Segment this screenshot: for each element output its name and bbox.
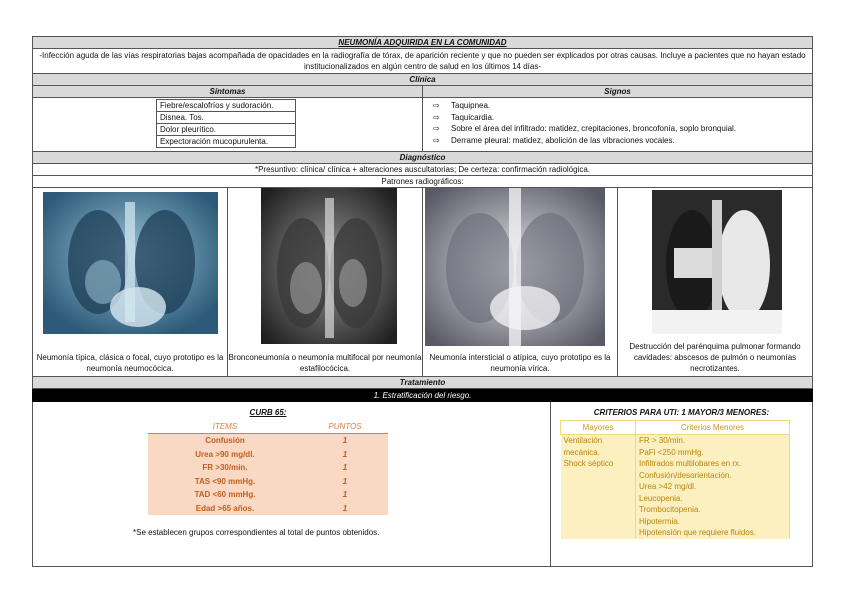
list-item: Leucopenia. [639,493,683,503]
list-item: Infiltrados multilobares en rx. [639,459,742,468]
list-item: Ventilación mecánica. [563,436,603,457]
arrow-right-icon: ⇨ [433,135,440,145]
signo-item: ⇨ Derrame pleural: matidez, abolición de las vibraciones vocales. [433,135,675,145]
xray-image-cavitary [652,190,782,334]
sintomas-column [33,86,422,151]
criterios-col-menores: Criterios Menores [636,421,790,435]
arrow-right-icon: ⇨ [433,124,440,133]
xray-panel [422,188,617,376]
curb-col-puntos: PUNTOS [302,420,388,434]
list-item: Shock séptico [563,459,614,468]
signo-item: ⇨ Taquicardia. [433,112,495,122]
table-row: Confusión 1 [148,434,388,448]
curb-table [148,420,388,515]
curb-note: *Se establecen grupos correspondientes al total de puntos obtenidos. [133,528,380,537]
tratamiento-section [32,402,813,567]
sintoma-item: Dolor pleurítico. [157,124,296,136]
definition-text: -Infección aguda de las vías respiratorias bajas acompañada de opacidades en la radiografía de tórax, de aparición reciente y que no pueden ser explicados por otras causas. Incluye a pacientes que no hayan estado institucionalizados en algún centro de salud en los últimos 14 días- [32,49,813,74]
table-row: FR >30/min. 1 [148,461,388,475]
criterios-col-mayores: Mayores [561,421,636,435]
xray-caption: Neumonía intersticial o atípica, cuyo prototipo es la neumonía vírica. [429,353,611,373]
document-sheet [32,36,813,567]
diagnostico-header: Diagnóstico [32,152,813,164]
list-item: FR > 30/min. [639,436,686,445]
xray-caption: Bronconeumonía o neumonía multifocal por neumonía estafilocócica. [228,353,422,373]
list-item: Hipotermia. [639,516,680,526]
sintomas-table [156,99,296,148]
xray-panel [33,188,227,376]
xray-image-interstitial [425,188,605,346]
tratamiento-header: Tratamiento [32,377,813,389]
signos-column [422,86,812,151]
document-title: NEUMONÍA ADQUIRIDA EN LA COMUNIDAD [32,36,813,49]
xray-panel [617,188,812,376]
table-row: Urea >90 mg/dl. 1 [148,448,388,462]
list-item: Hipotensión que requiere fluidos. [639,528,756,537]
diagnostico-text: *Presuntivo: clínica/ clínica + alteraciones auscultatorias; De certeza: confirmación radiológica. [32,164,813,176]
xray-image-bronchopneumonia [261,188,397,344]
xray-caption: Destrucción del parénquima pulmonar formando cavidades: abscesos de pulmón o neumonías necrotizantes. [629,342,801,373]
clinica-header: Clínica [32,74,813,86]
curb-col-items: ITEMS [148,420,302,434]
table-row: TAS <90 mmHg. 1 [148,475,388,489]
criterios-panel [551,402,812,566]
clinica-section [32,86,813,152]
curb-panel [33,402,551,566]
sintoma-item: Fiebre/escalofríos y sudoración. [157,100,296,112]
arrow-right-icon: ⇨ [433,112,440,122]
sintoma-item: Expectoración mucopurulenta. [157,136,296,148]
table-row: TAD <60 mmHg. 1 [148,488,388,502]
signo-item: ⇨ Sobre el área del infiltrado: matidez, crepitaciones, broncofonía, soplo bronquial. [433,124,737,133]
xray-image-typical [43,192,218,334]
xray-caption: Neumonía típica, clásica o focal, cuyo prototipo es la neumonía neumocócica. [36,353,224,373]
signo-item: ⇨ Taquipnea. [433,101,491,110]
menores-list [636,435,790,539]
curb-title: CURB 65: [249,408,287,417]
tratamiento-step: 1. Estratificación del riesgo. [32,389,813,402]
xray-panel [227,188,422,376]
xray-gallery [32,188,813,377]
list-item: Trombocitopenia. [639,505,701,514]
criterios-table [560,420,790,539]
list-item: Confusión/desorientación. [639,470,732,480]
sintomas-header: Síntomas [33,86,422,98]
arrow-right-icon: ⇨ [433,101,440,110]
signos-header: Signos [423,86,812,98]
list-item: PaFi <250 mmHg. [639,447,704,457]
list-item: Urea >42 mg/dl. [639,482,697,491]
sintoma-item: Disnea. Tos. [157,112,296,124]
criterios-title: CRITERIOS PARA UTI: 1 MAYOR/3 MENORES: [593,408,770,417]
patrones-label: Patrones radiográficos: [32,176,813,188]
table-row: Edad >65 años. 1 [148,502,388,516]
mayores-list [561,435,636,539]
